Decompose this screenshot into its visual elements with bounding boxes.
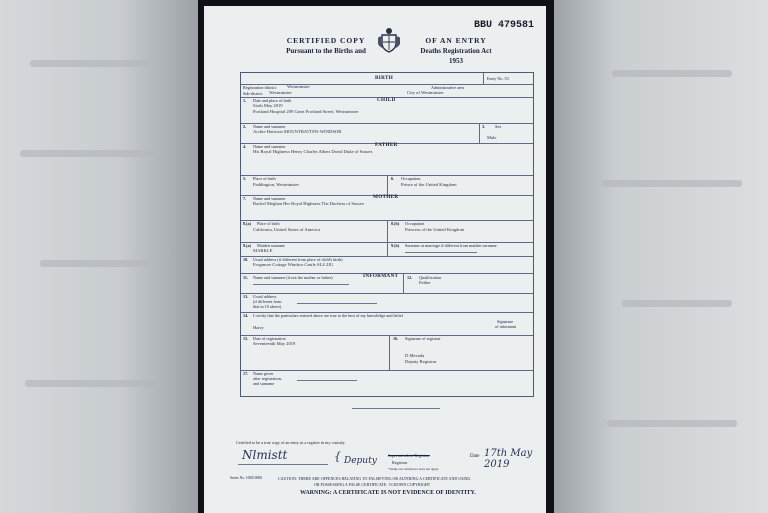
- row-name-given: [241, 370, 533, 371]
- field-12-label: Qualification: [419, 275, 442, 280]
- blurred-text: [30, 60, 150, 67]
- date-handwritten: 17th May 2019: [484, 448, 533, 470]
- field-12-value: Father: [419, 280, 431, 285]
- section-child: CHILD: [377, 97, 396, 103]
- caution-line-1: CAUTION: THERE ARE OFFENCES RELATING TO FALSIFYING OR ALTERING A CERTIFICATE AND USING: [278, 476, 471, 481]
- field-9a-number: 9.(a): [243, 243, 252, 248]
- field-13-line: [297, 303, 377, 304]
- field-6-value: Prince of the United Kingdom: [401, 182, 457, 187]
- field-9a-value: MARKLE: [253, 248, 273, 253]
- field-16-number: 16.: [393, 336, 399, 341]
- certificate-title-left: [276, 36, 376, 56]
- field-10-value: Frogmore Cottage Windsor Castle SL4 2JG: [253, 262, 334, 267]
- field-8b-number: 8.(b): [391, 221, 400, 226]
- field-6-number: 6.: [391, 176, 395, 181]
- field-13-label: Usual address: [253, 294, 277, 299]
- serial-number: BBU 479581: [474, 20, 535, 31]
- field-1-value-date: Sixth May 2019: [253, 103, 283, 108]
- field-7-label: Name and surname: [253, 196, 286, 201]
- identity-warning: WARNING: A CERTIFICATE IS NOT EVIDENCE OF IDENTITY.: [300, 490, 476, 496]
- field-3-number: 3.: [482, 124, 486, 129]
- section-birth: BIRTH: [375, 75, 394, 81]
- background-left: [0, 0, 200, 513]
- field-8a-value: California, United States of America: [253, 227, 321, 232]
- field-8a-number: 8.(a): [243, 221, 252, 226]
- deputy-handwritten: Deputy: [344, 456, 377, 466]
- separator-line: [352, 408, 440, 409]
- certified-statement: Certified to be a true copy of an entry in a register in my custody.: [236, 440, 346, 445]
- field-9b-line: [405, 252, 477, 253]
- section-mother: MOTHER: [373, 194, 399, 200]
- field-14-number: 14.: [243, 313, 249, 318]
- field-17-line: [297, 380, 357, 381]
- field-5-label: Place of birth: [253, 176, 276, 181]
- sub-district-label: Sub-district: [243, 91, 263, 96]
- birth-entry-form: [240, 72, 534, 397]
- title-left: CERTIFIED COPY: [286, 36, 366, 45]
- field-3-label: Sex: [495, 124, 502, 129]
- field-13-number: 13.: [243, 294, 249, 299]
- row-informant-address: [241, 293, 533, 294]
- registrar-text: Registrar: [392, 460, 408, 465]
- district-value: Westminster: [287, 84, 310, 89]
- field-3-value: Male: [487, 135, 497, 140]
- row-district: [241, 84, 533, 85]
- field-13-sub1: (if different from: [253, 299, 282, 304]
- date-label: Date: [470, 454, 480, 459]
- caution-line-2: OR POSSESSING A FALSE CERTIFICATE. ©CROWN COPYRIGHT: [314, 482, 431, 487]
- divider: [483, 73, 484, 84]
- field-14-sig-label1: Signature: [497, 319, 514, 324]
- series-number: Series No. 100010000: [230, 476, 263, 480]
- field-11-number: 11.: [243, 275, 249, 280]
- field-10-label: Usual address (if different from place of child's birth): [253, 257, 343, 262]
- field-9a-label: Maiden surname: [257, 243, 286, 248]
- field-9b-label: Surname at marriage if different from maiden surname: [405, 243, 497, 248]
- field-5-value: Paddington, Westminster: [253, 182, 299, 187]
- district-label: Registration district: [243, 85, 277, 90]
- field-8a-label: Place of birth: [257, 221, 280, 226]
- field-16-value-name: D.Mevada: [405, 353, 425, 358]
- sub-district-value: Westminster: [269, 90, 292, 95]
- subtitle-left: Pursuant to the Births and: [286, 47, 366, 55]
- field-2-value: Archie Harrison MOUNTBATTEN-WINDSOR: [253, 129, 342, 134]
- background-right: [552, 0, 768, 513]
- field-4-label: Name and surname: [253, 144, 286, 149]
- registrar-note: *Strike out whichever does not apply: [388, 467, 439, 471]
- field-1-number: 1.: [243, 98, 247, 103]
- divider: [403, 273, 404, 293]
- field-17-label1: Name given: [253, 371, 274, 376]
- field-1-label: Date and place of birth: [253, 98, 292, 103]
- blurred-text: [612, 70, 732, 77]
- field-2-label: Name and surname: [253, 124, 286, 129]
- field-8b-label: Occupation: [405, 221, 425, 226]
- subtitle-right: Deaths Registration Act 1953: [420, 47, 492, 65]
- field-8b-value: Princess of the United Kingdom: [405, 227, 465, 232]
- divider: [387, 220, 388, 256]
- blurred-text: [607, 420, 737, 427]
- field-17-label2: after registration,: [253, 376, 282, 381]
- field-14-sig-label2: of informant: [495, 324, 517, 329]
- field-11-label: Name and surname (if not the mother or father): [253, 275, 333, 280]
- signature-bracket: {: [334, 450, 341, 463]
- field-7-number: 7.: [243, 196, 247, 201]
- registrar-struck: Superintendent Registrar: [388, 453, 430, 458]
- admin-area-value: City of Westminster: [407, 90, 444, 95]
- section-informant: INFORMANT: [363, 273, 399, 279]
- blurred-text: [25, 380, 155, 387]
- certificate-paper: [204, 6, 546, 513]
- entry-number: Entry No. 53: [487, 76, 509, 81]
- field-4-number: 4.: [243, 144, 247, 149]
- divider: [479, 123, 480, 143]
- field-2-number: 2.: [243, 124, 247, 129]
- divider: [387, 175, 388, 195]
- field-10-number: 10.: [243, 257, 249, 262]
- field-17-number: 17.: [243, 371, 249, 376]
- field-4-value: His Royal Highness Henry Charles Albert David Duke of Sussex: [253, 149, 373, 154]
- divider: [389, 335, 390, 370]
- field-9b-number: 9.(b): [391, 243, 400, 248]
- field-14-value: Harry: [253, 325, 264, 330]
- field-7-value: Rachel Meghan Her Royal Highness The Duchess of Sussex: [253, 201, 365, 206]
- field-15-value: Seventeenth May 2019: [253, 341, 296, 346]
- field-12-number: 12.: [407, 275, 413, 280]
- field-5-number: 5.: [243, 176, 247, 181]
- field-15-label: Date of registration: [253, 336, 286, 341]
- blurred-text: [602, 180, 742, 187]
- certificate-title-right: [416, 36, 496, 66]
- field-16-value-title: Deputy Registrar: [405, 359, 437, 364]
- field-17-label3: and surname: [253, 381, 275, 386]
- blurred-text: [20, 150, 160, 157]
- registrar-signature: Nlmistt: [242, 448, 288, 462]
- field-13-sub2: that in 10 above): [253, 304, 282, 309]
- field-16-label: Signature of registrar: [405, 336, 441, 341]
- field-15-number: 15.: [243, 336, 249, 341]
- admin-area-label: Administrative area: [431, 85, 465, 90]
- field-1-value-place: Portland Hospital 209 Great Portland Street, Westminster: [253, 109, 359, 114]
- certificate-document: [198, 0, 554, 513]
- section-father: FATHER: [375, 142, 398, 148]
- field-11-line: [253, 284, 349, 285]
- field-6-label: Occupation: [401, 176, 421, 181]
- blurred-text: [622, 300, 732, 307]
- signature-line: [238, 464, 328, 465]
- royal-crest-icon: [377, 26, 401, 54]
- title-right: OF AN ENTRY: [425, 36, 487, 45]
- blurred-text: [40, 260, 150, 267]
- field-14-label: I certify that the particulars entered above are true to the best of my knowledge and belief: [253, 313, 403, 318]
